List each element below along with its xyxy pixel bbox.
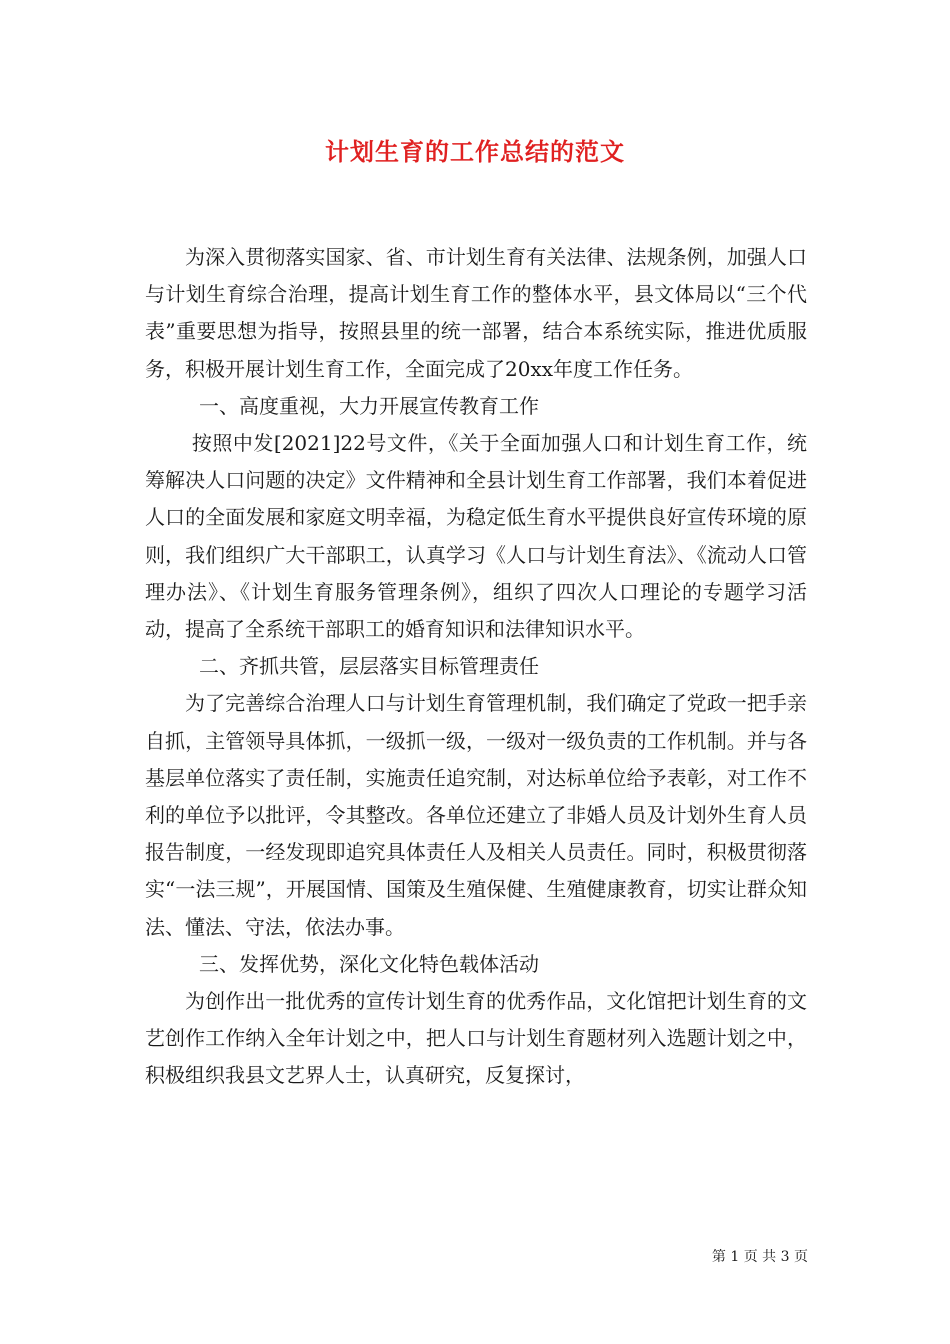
page-indicator: 第 1 页 共 3 页 (711, 1249, 808, 1265)
paragraph-intro: 为深入贯彻落实国家、省、市计划生育有关法律、法规条例，加强人口与计划生育综合治理，提高计划生育工作的整体水平，县文体局以“三个代表”重要思想为指导，按照县里的统一部署，结合本系统实际，推进优质服务，积极开展计划生育工作，全面完成了20xx年度工作任务。 (145, 245, 807, 381)
section-heading-2: 二、齐抓共管，层层落实目标管理责任 (199, 654, 539, 679)
section-heading-3: 三、发挥优势，深化文化特色载体活动 (199, 951, 539, 976)
document-title: 计划生育的工作总结的范文 (325, 137, 625, 166)
paragraph-section-1: 按照中发[2021]22号文件，《关于全面加强人口和计划生育工作，统筹解决人口问题的决定》文件精神和全县计划生育工作部署，我们本着促进人口的全面发展和家庭文明幸福，为稳定低生育水平提供良好宣传环境的原则，我们组织广大干部职工，认真学习《人口与计划生育法》、《流动人口管理办法》、《计划生育服务管理条例》，组织了四次人口理论的专题学习活动，提高了全系统干部职工的婚育知识和法律知识水平。 (145, 431, 808, 642)
paragraph-section-3: 为创作出一批优秀的宣传计划生育的优秀作品，文化馆把计划生育的文艺创作工作纳入全年计划之中，把人口与计划生育题材列入选题计划之中，积极组织我县文艺界人士，认真研究，反复探讨， (145, 989, 807, 1088)
document-body (145, 239, 807, 1095)
paragraph-section-2: 为了完善综合治理人口与计划生育管理机制，我们确定了党政一把手亲自抓，主管领导具体抓，一级抓一级，一级对一级负责的工作机制。并与各基层单位落实了责任制，实施责任追究制，对达标单位给予表彰，对工作不利的单位予以批评，令其整改。各单位还建立了非婚人员及计划外生育人员报告制度，一经发现即追究具体责任人及相关人员责任。同时，积极贯彻落实“一法三规”，开展国情、国策及生殖保健、生殖健康教育，切实让群众知法、懂法、守法，依法办事。 (145, 691, 807, 939)
section-heading-1: 一、高度重视，大力开展宣传教育工作 (199, 393, 539, 418)
